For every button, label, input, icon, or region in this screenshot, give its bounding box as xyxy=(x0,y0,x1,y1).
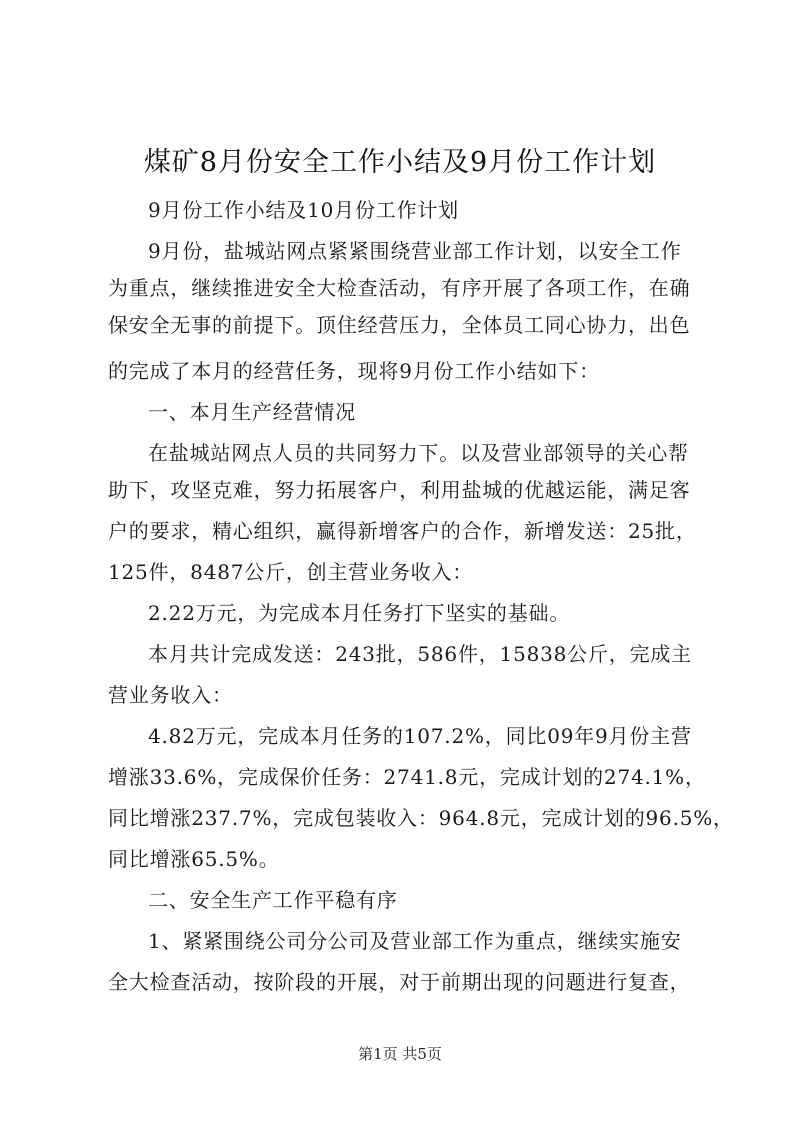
paragraph-line: 营业务收入： xyxy=(108,683,233,707)
section-heading: 二、安全生产工作平稳有序 xyxy=(148,888,398,912)
paragraph-line: 为重点，继续推进安全大检查活动，有序开展了各项工作，在确 xyxy=(108,276,691,300)
paragraph-line: 9月份，盐城站网点紧紧围绕营业部工作计划，以安全工作 xyxy=(148,239,682,263)
paragraph-line: 户的要求，精心组织，赢得新增客户的合作，新增发送：25批， xyxy=(108,519,697,543)
paragraph-line: 增涨33.6%，完成保价任务：2741.8元，完成计划的274.1%， xyxy=(108,765,706,789)
paragraph-line: 的完成了本月的经营任务，现将9月份工作小结如下： xyxy=(108,359,600,383)
paragraph-line: 1、紧紧围绕公司分公司及营业部工作为重点，继续实施安 xyxy=(148,929,682,953)
paragraph-line: 在盐城站网点人员的共同努力下。以及营业部领导的关心帮 xyxy=(148,441,689,465)
paragraph-line: 全大检查活动，按阶段的开展，对于前期出现的问题进行复查， xyxy=(108,970,691,994)
paragraph-line: 同比增涨237.7%，完成包装收入：964.8元，完成计划的96.5%， xyxy=(108,806,734,830)
section-heading: 一、本月生产经营情况 xyxy=(148,400,356,424)
paragraph-line: 助下，攻坚克难，努力拓展客户，利用盐城的优越运能，满足客 xyxy=(108,478,691,502)
paragraph-line: 2.22万元，为完成本月任务打下坚实的基础。 xyxy=(148,601,571,625)
paragraph-line: 本月共计完成发送：243批，586件，15838公斤，完成主 xyxy=(148,642,692,666)
document-title: 煤矿8月份安全工作小结及9月份工作计划 xyxy=(143,147,657,178)
paragraph-line: 4.82万元，完成本月任务的107.2%，同比09年9月份主营 xyxy=(148,724,692,748)
paragraph-line: 125件，8487公斤，创主营业务收入： xyxy=(108,560,474,584)
paragraph-line: 同比增涨65.5%。 xyxy=(108,847,280,871)
paragraph-line: 保安全无事的前提下。顶住经营压力，全体员工同心协力，出色 xyxy=(108,313,691,337)
page-number-footer: 第1页 共5页 xyxy=(358,1045,442,1063)
subtitle-line: 9月份工作小结及10月份工作计划 xyxy=(148,198,459,222)
